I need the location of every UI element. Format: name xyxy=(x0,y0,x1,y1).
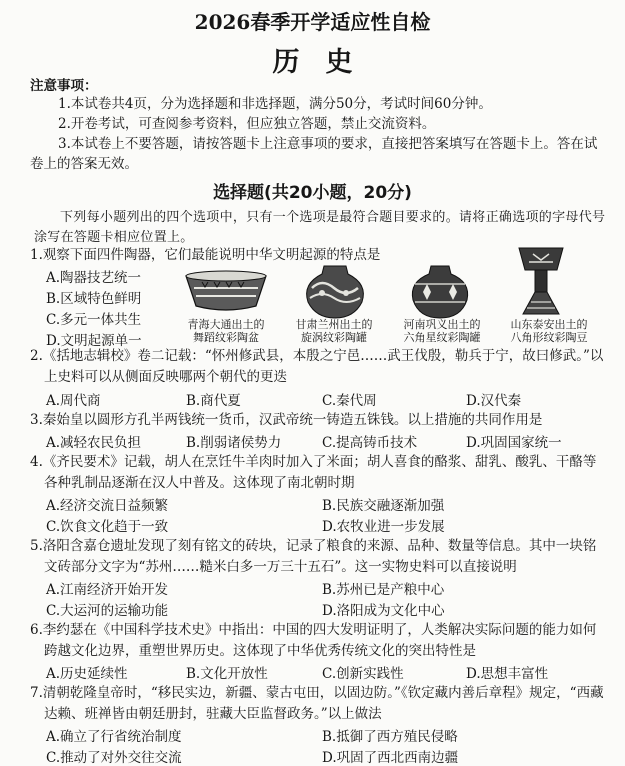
question-3-stem: 3.秦始皇以圆形方孔半两钱统一货币，汉武帝统一铸造五铢钱。以上措施的共同作用是 xyxy=(30,412,543,428)
question-3-option-c[interactable]: C.提高铸币技术 xyxy=(322,435,418,451)
subject-title: 历史 xyxy=(272,47,379,78)
painted-basin-icon xyxy=(180,268,272,316)
question-6-option-c[interactable]: C.创新实践性 xyxy=(322,666,404,682)
question-4-option-a[interactable]: A.经济交流日益频繁 xyxy=(46,498,169,514)
question-2-option-c[interactable]: C.秦代周 xyxy=(322,393,377,409)
exam-title: 2026春季开学适应性自检 xyxy=(194,10,431,34)
question-4-option-c[interactable]: C.饮食文化趋于一致 xyxy=(46,519,169,535)
question-1-stem: 1.观察下面四件陶器，它们最能说明中华文明起源的特点是 xyxy=(30,247,381,263)
question-6-stem: 6.李约瑟在《中国科学技术史》中指出：中国的四大发明证明了，人类解决实际问题的能力如何跨越文化边界，重塑世界历史。这体现了中华优秀传统文化的突出特性是 xyxy=(30,622,597,659)
question-1-option-d[interactable]: D.文明起源单一 xyxy=(46,333,142,349)
pottery-caption: 甘肃兰州出土的 旋涡纹彩陶罐 xyxy=(295,318,373,344)
question-5-option-a[interactable]: A.江南经济开始开发 xyxy=(46,582,169,598)
star-jar-icon xyxy=(405,262,475,320)
question-3-option-b[interactable]: B.削弱诸侯势力 xyxy=(186,435,282,451)
question-3-option-a[interactable]: A.减轻农民负担 xyxy=(46,435,142,451)
section-title: 选择题(共20小题，20分) xyxy=(213,183,412,203)
pottery-caption: 山东泰安出土的 八角形纹彩陶豆 xyxy=(510,318,588,344)
pottery-caption: 河南巩义出土的 六角星纹彩陶罐 xyxy=(403,318,481,344)
question-3-option-d[interactable]: D.巩固国家统一 xyxy=(466,435,562,451)
notice-item: 2.开卷考试，可查阅参考资料，但应独立答题，禁止交流资料。 xyxy=(58,116,436,132)
question-1-option-a[interactable]: A.陶器技艺统一 xyxy=(46,270,142,286)
question-6-option-a[interactable]: A.历史延续性 xyxy=(46,666,128,682)
question-2-option-d[interactable]: D.汉代秦 xyxy=(466,393,522,409)
question-4-option-b[interactable]: B.民族交融逐渐加强 xyxy=(322,498,445,514)
question-2-option-a[interactable]: A.周代商 xyxy=(46,393,101,409)
question-4-option-d[interactable]: D.农牧业进一步发展 xyxy=(322,519,445,535)
question-7-option-a[interactable]: A.确立了行省统治制度 xyxy=(46,729,182,745)
question-7-stem: 7.清朝乾隆皇帝时，“移民实边，新疆、蒙古屯田，以固边防。”《钦定藏内善后章程》规定，“西藏达赖、班禅皆由朝廷册封，驻藏大臣监督政务。”以上做法 xyxy=(30,685,604,722)
notice-heading: 注意事项： xyxy=(30,78,98,94)
question-1-option-c[interactable]: C.多元一体共生 xyxy=(46,312,142,328)
question-5-stem: 5.洛阳含嘉仓遗址发现了刻有铭文的砖块，记录了粮食的来源、品种、数量等信息。其中一块铭文砖部分文字为“苏州……糙米白多一万三十五石”。这一实物史料可以直接说明 xyxy=(30,538,597,575)
section-instruction: 下列每小题列出的四个选项中，只有一个选项是最符合题目要求的。请将正确选项的字母代号涂写在答题卡相应位置上。 xyxy=(34,210,606,245)
question-7-option-d[interactable]: D.巩固了西北西南边疆 xyxy=(322,750,459,766)
question-7-option-c[interactable]: C.推动了对外交往交流 xyxy=(46,750,182,766)
stem-cup-icon xyxy=(515,244,567,318)
notice-item: 1.本试卷共4页，分为选择题和非选择题，满分50分，考试时间60分钟。 xyxy=(58,96,492,112)
question-6-option-d[interactable]: D.思想丰富性 xyxy=(466,666,549,682)
question-5-option-b[interactable]: B.苏州已是产粮中心 xyxy=(322,582,445,598)
notice-item: 3.本试卷上不要答题，请按答题卡上注意事项的要求，直接把答案填写在答题卡上。答在试卷上的答案无效。 xyxy=(30,136,598,172)
question-2-stem: 2.《括地志辑校》卷二记载：“怀州修武县，本殷之宁邑……武王伐殷，勒兵于宁，故曰修武。”以上史料可以从侧面反映哪两个朝代的更迭 xyxy=(30,348,604,385)
question-6-option-b[interactable]: B.文化开放性 xyxy=(186,666,268,682)
question-7-option-b[interactable]: B.抵御了西方殖民侵略 xyxy=(322,729,458,745)
question-5-option-d[interactable]: D.洛阳成为文化中心 xyxy=(322,603,445,619)
question-5-option-c[interactable]: C.大运河的运输功能 xyxy=(46,603,169,619)
spiral-jar-icon xyxy=(300,262,370,320)
question-2-option-b[interactable]: B.商代夏 xyxy=(186,393,241,409)
pottery-caption: 青海大通出土的 舞蹈纹彩陶盆 xyxy=(187,318,265,344)
question-1-option-b[interactable]: B.区域特色鲜明 xyxy=(46,291,142,307)
question-4-stem: 4.《齐民要术》记载，胡人在烹饪牛羊肉时加入了米面；胡人喜食的酪浆、甜乳、酸乳、干酪等各种乳制品逐渐在汉人中普及。这体现了南北朝时期 xyxy=(30,454,597,491)
